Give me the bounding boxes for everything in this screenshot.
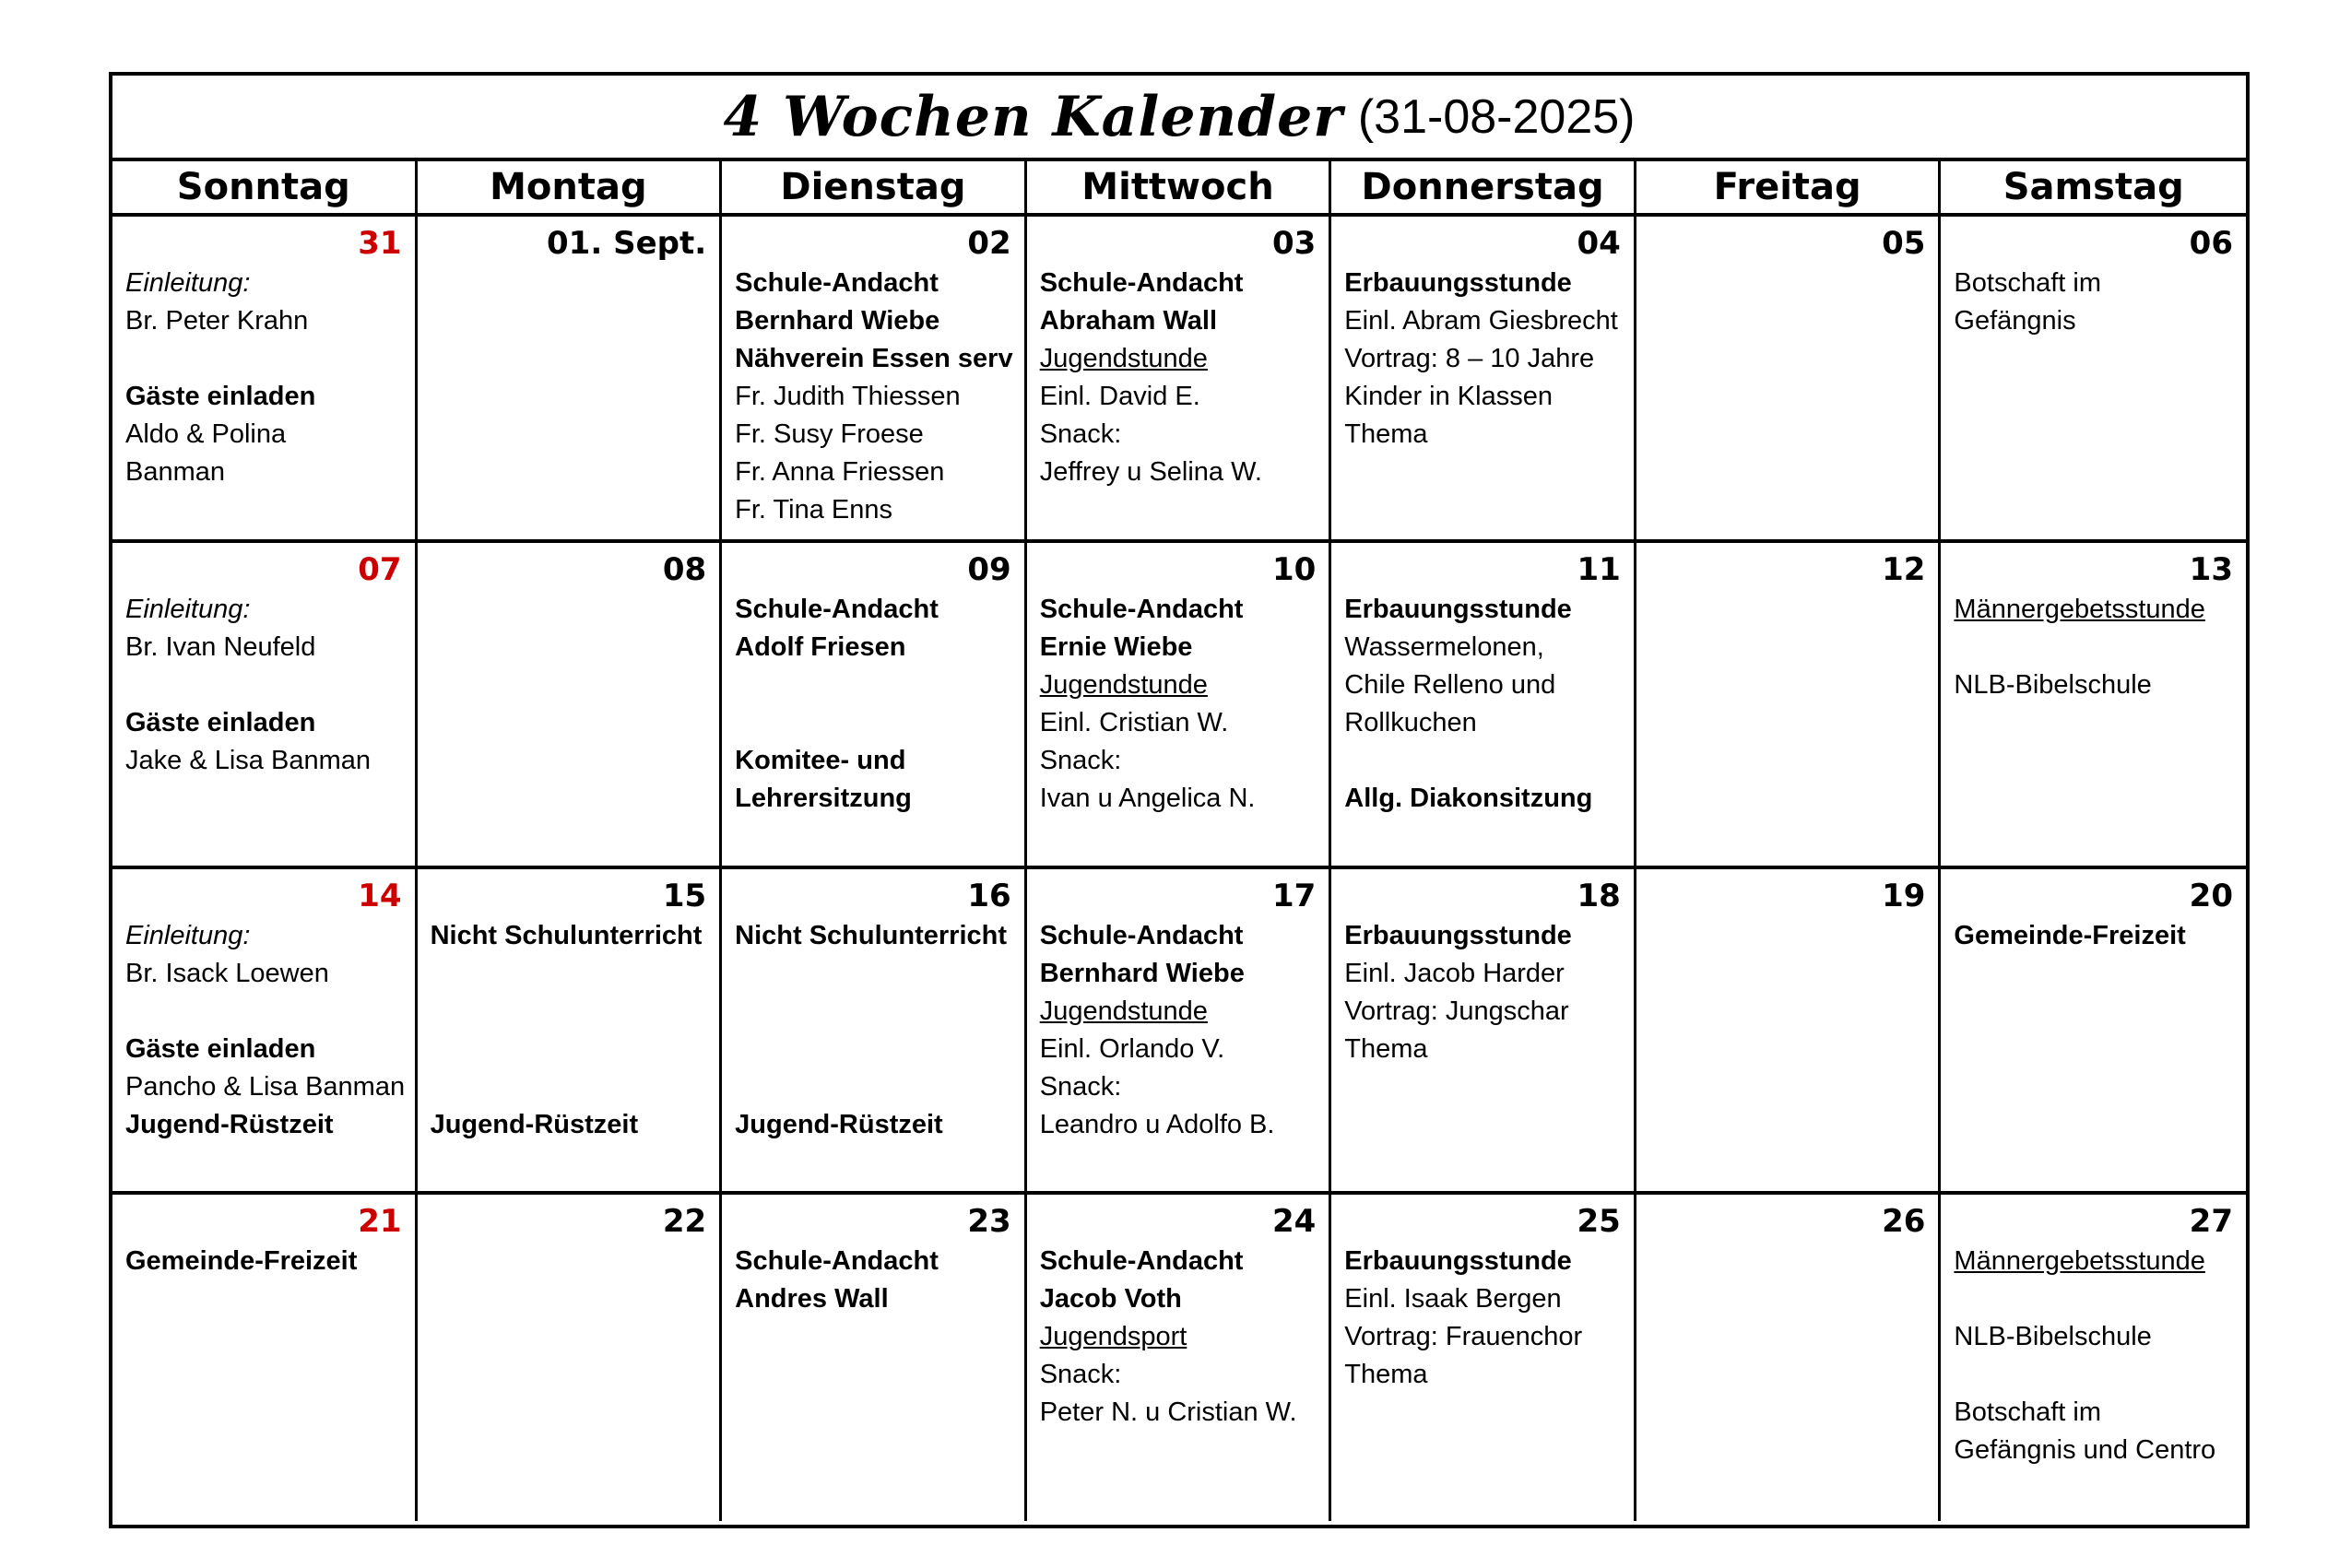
entry-line: Adolf Friesen: [735, 631, 906, 662]
entry-line: Pancho & Lisa Banman: [125, 1071, 406, 1102]
week-row: [112, 217, 2246, 543]
entry-spacer: [431, 1031, 707, 1068]
weekday-sonntag: Sonntag: [112, 161, 418, 213]
day-number: 26: [1882, 1203, 1926, 1241]
day-number: 11: [1577, 550, 1621, 588]
day-number: 14: [358, 877, 402, 914]
entry-line: Vortrag: Jungschar: [1344, 996, 1569, 1026]
entry-line: Thema: [1344, 1360, 1428, 1390]
entry-line: Gäste einladen: [125, 382, 316, 411]
day-number: 19: [1882, 877, 1926, 914]
day-number: 06: [2189, 225, 2233, 262]
day-cell: [722, 217, 1027, 539]
entry-line: Jeffrey u Selina W.: [1039, 457, 1262, 487]
entry-spacer: [1954, 1280, 2233, 1318]
day-cell: [418, 869, 723, 1192]
entry-spacer: [1344, 742, 1621, 780]
entry-line: Komitee- und: [735, 745, 906, 775]
calendar-title: [112, 76, 2246, 161]
entry-line: Jugendstunde: [1039, 344, 1208, 373]
day-cell: [1636, 869, 1942, 1192]
entry-line: Fr. Judith Thiessen: [735, 382, 961, 411]
day-cell: [722, 1195, 1027, 1521]
entry-line: Br. Peter Krahn: [125, 306, 309, 336]
entry-line: Erbauungsstunde: [1344, 268, 1572, 298]
entry-line: Einl. David E.: [1039, 382, 1200, 411]
entry-line: Allg. Diakonsitzung: [1344, 783, 1593, 813]
entry-spacer: [735, 704, 1011, 742]
entry-spacer: [431, 993, 707, 1031]
week-row: [112, 869, 2246, 1196]
entry-line: Schule-Andacht: [1039, 268, 1244, 298]
entry-line: Ivan u Angelica N.: [1039, 783, 1256, 813]
entry-line: Schule-Andacht: [735, 268, 939, 298]
entry-line: Gefängnis und Centro: [1954, 1435, 2216, 1466]
day-cell: [722, 869, 1027, 1192]
entry-spacer: [125, 666, 402, 704]
day-number: 02: [967, 225, 1011, 262]
day-number: 22: [662, 1203, 707, 1241]
day-number: 20: [2189, 877, 2233, 914]
entry-spacer: [125, 340, 402, 378]
weekday-donnerstag: Donnerstag: [1331, 161, 1636, 213]
day-number: 15: [662, 877, 707, 914]
entry-line: Gäste einladen: [125, 707, 316, 737]
day-cell: [1027, 1195, 1332, 1521]
weekday-header-row: [112, 161, 2246, 217]
entry-line: Einl. Abram Giesbrecht: [1344, 306, 1618, 336]
entry-line: Botschaft im: [1954, 1397, 2101, 1428]
entry-line: Vortrag: Frauenchor: [1344, 1322, 1583, 1352]
entry-spacer: [1954, 629, 2233, 666]
title-date: (31-08-2025): [1357, 89, 1636, 144]
entry-line: Jugend-Rüstzeit: [735, 1109, 943, 1139]
entry-line: Br. Ivan Neufeld: [125, 631, 316, 662]
entry-line: Nicht Schulunterricht: [735, 920, 1007, 950]
entry-line: Botschaft im: [1954, 268, 2101, 298]
entry-spacer: [735, 1031, 1011, 1068]
entry-line: Erbauungsstunde: [1344, 594, 1572, 624]
entry-spacer: [431, 955, 707, 993]
entry-line: Vortrag: 8 – 10 Jahre: [1344, 344, 1595, 373]
weekday-freitag: Freitag: [1636, 161, 1942, 213]
day-cell: [112, 543, 418, 866]
entry-line: Schule-Andacht: [735, 594, 939, 624]
day-number: 27: [2189, 1203, 2233, 1241]
entry-line: Chile Relleno und: [1344, 669, 1556, 700]
week-row: [112, 543, 2246, 869]
entry-line: Fr. Tina Enns: [735, 495, 892, 525]
day-cell: [1331, 1195, 1636, 1521]
day-number: 23: [967, 1203, 1011, 1241]
entry-line: Männergebetsstunde: [1954, 1246, 2205, 1277]
day-number: 16: [967, 877, 1011, 914]
entry-line: Bernhard Wiebe: [1039, 958, 1245, 988]
day-cell: [418, 543, 723, 866]
entry-line: Jugendstunde: [1039, 669, 1208, 700]
entry-line: Einl. Jacob Harder: [1344, 958, 1565, 988]
entry-spacer: [735, 993, 1011, 1031]
entry-line: Snack:: [1039, 745, 1122, 775]
day-cell: [112, 1195, 418, 1521]
day-number: 13: [2189, 550, 2233, 588]
week-row: [112, 1195, 2246, 1521]
entry-line: Gemeinde-Freizeit: [125, 1246, 358, 1277]
entry-spacer: [431, 1068, 707, 1106]
entry-line: Einl. Isaak Bergen: [1344, 1284, 1562, 1315]
day-cell: [722, 543, 1027, 866]
weekday-montag: Montag: [418, 161, 723, 213]
entry-line: Lehrersitzung: [735, 783, 912, 813]
entry-spacer: [1954, 1356, 2233, 1394]
day-cell: [418, 1195, 723, 1521]
entry-line: Nähverein Essen serv: [735, 344, 1013, 373]
entry-line: NLB-Bibelschule: [1954, 669, 2152, 700]
entry-line: Jacob Voth: [1039, 1284, 1182, 1315]
entry-line: Einl. Cristian W.: [1039, 707, 1229, 737]
entry-line: Ernie Wiebe: [1039, 631, 1193, 662]
entry-line: Fr. Susy Froese: [735, 419, 924, 449]
day-number: 17: [1271, 877, 1317, 914]
entry-line: Männergebetsstunde: [1954, 594, 2205, 624]
weekday-dienstag: Dienstag: [722, 161, 1027, 213]
weekday-samstag: Samstag: [2002, 166, 2184, 208]
entry-line: Thema: [1344, 1033, 1428, 1064]
weekday-mittwoch: Mittwoch: [1027, 161, 1332, 213]
day-cell: [1941, 543, 2246, 866]
entry-line: Erbauungsstunde: [1344, 1246, 1572, 1277]
day-cell: [1027, 869, 1332, 1192]
entry-line: Gäste einladen: [125, 1033, 316, 1064]
day-number: 21: [358, 1203, 402, 1241]
entry-line: Schule-Andacht: [735, 1246, 939, 1277]
entry-line: Einleitung:: [125, 920, 251, 950]
entry-line: Einleitung:: [125, 594, 251, 624]
day-number: 09: [967, 550, 1011, 588]
day-number: 25: [1577, 1203, 1621, 1241]
day-number: 05: [1882, 225, 1926, 262]
day-cell: [1941, 1195, 2246, 1521]
day-number: 18: [1577, 877, 1621, 914]
entry-line: Banman: [125, 457, 226, 487]
day-cell: [1027, 217, 1332, 539]
day-cell: [1636, 543, 1942, 866]
entry-spacer: [735, 666, 1011, 704]
calendar-weeks: [112, 217, 2246, 1521]
entry-line: Br. Isack Loewen: [125, 958, 329, 988]
entry-line: Jugend-Rüstzeit: [430, 1109, 639, 1139]
day-number: 12: [1882, 550, 1926, 588]
entry-line: NLB-Bibelschule: [1954, 1322, 2152, 1352]
title-script: 4 Wochen Kalender: [723, 84, 1343, 149]
day-number: 24: [1271, 1203, 1317, 1241]
day-number: 08: [662, 550, 707, 588]
entry-line: Gemeinde-Freizeit: [1954, 920, 2186, 950]
calendar-table: [109, 72, 2250, 1528]
entry-line: Rollkuchen: [1344, 707, 1477, 737]
day-number: 04: [1577, 225, 1621, 262]
entry-line: Jugendsport: [1039, 1322, 1187, 1352]
day-cell: [112, 217, 418, 539]
entry-spacer: [735, 1068, 1011, 1106]
entry-line: Abraham Wall: [1039, 306, 1217, 336]
entry-line: Gefängnis: [1954, 306, 2076, 336]
entry-line: Schule-Andacht: [1039, 594, 1244, 624]
entry-line: Aldo & Polina: [125, 419, 287, 449]
entry-line: Wassermelonen,: [1344, 631, 1544, 662]
day-cell: [1331, 869, 1636, 1192]
day-number: 10: [1271, 550, 1317, 588]
entry-line: Schule-Andacht: [1039, 920, 1244, 950]
entry-line: Nicht Schulunterricht: [430, 920, 703, 950]
day-cell: [112, 869, 418, 1192]
day-number: 07: [358, 550, 402, 588]
entry-line: Thema: [1344, 419, 1428, 449]
entry-line: Bernhard Wiebe: [735, 306, 940, 336]
entry-line: Jugendstunde: [1039, 996, 1208, 1026]
entry-line: Schule-Andacht: [1039, 1246, 1244, 1277]
entry-line: Andres Wall: [735, 1284, 889, 1315]
day-cell: [1941, 217, 2246, 539]
entry-line: Kinder in Klassen: [1344, 382, 1553, 411]
entry-line: Einl. Orlando V.: [1039, 1033, 1225, 1064]
day-number: 01. Sept.: [547, 225, 707, 262]
entry-line: Snack:: [1039, 419, 1122, 449]
entry-line: Einleitung:: [125, 268, 251, 298]
entry-line: Snack:: [1039, 1360, 1122, 1390]
entry-line: Jake & Lisa Banman: [125, 745, 371, 775]
day-cell: [1331, 217, 1636, 539]
day-number: 31: [358, 225, 402, 262]
entry-line: Fr. Anna Friessen: [735, 457, 945, 487]
entry-line: Jugend-Rüstzeit: [125, 1109, 334, 1139]
entry-spacer: [735, 955, 1011, 993]
day-cell: [1027, 543, 1332, 866]
day-cell: [1941, 869, 2246, 1192]
day-number: 03: [1271, 225, 1317, 262]
entry-line: Snack:: [1039, 1071, 1122, 1102]
day-cell: [1636, 217, 1942, 539]
entry-spacer: [125, 993, 402, 1031]
day-cell: [1331, 543, 1636, 866]
day-cell: [418, 217, 723, 539]
day-cell: [1636, 1195, 1942, 1521]
entry-line: Erbauungsstunde: [1344, 920, 1572, 950]
entry-line: Peter N. u Cristian W.: [1039, 1397, 1297, 1428]
entry-line: Leandro u Adolfo B.: [1039, 1109, 1275, 1139]
